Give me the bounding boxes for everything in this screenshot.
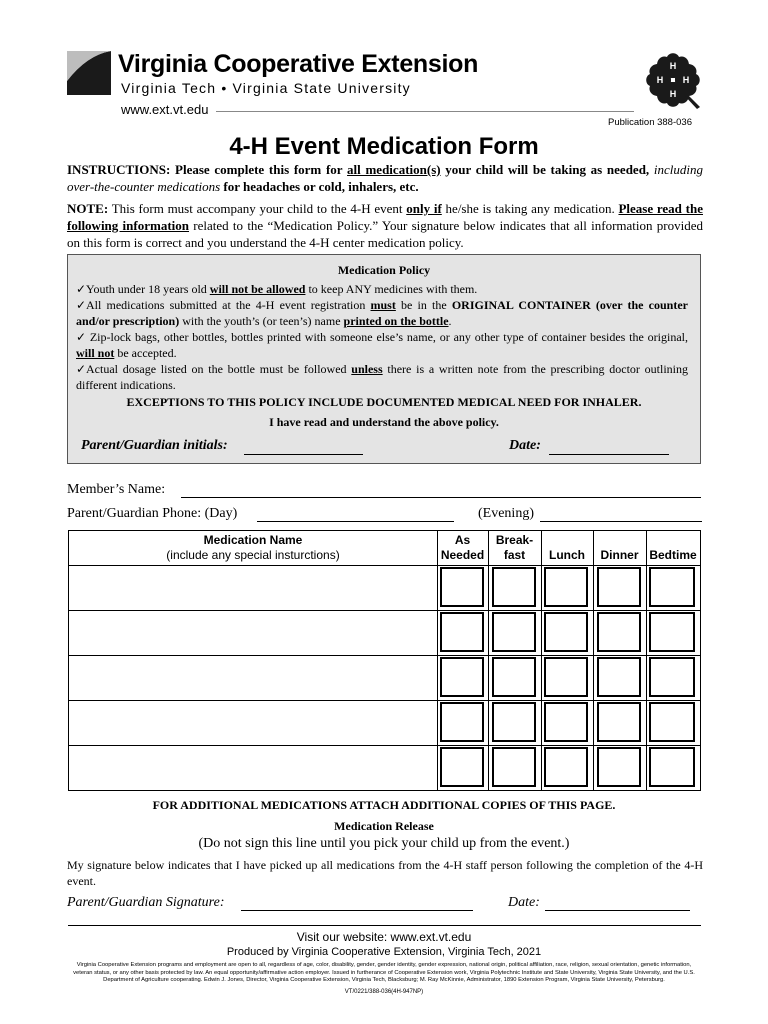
policy-acknowledgement: I have read and understand the above policy.: [269, 415, 499, 429]
checkbox-dinner[interactable]: [597, 657, 641, 697]
svg-text:H: H: [669, 89, 677, 99]
checkbox-dinner[interactable]: [597, 567, 641, 607]
instructions-text-1: Please complete this form for: [170, 162, 348, 177]
medication-name-cell[interactable]: [71, 702, 435, 744]
instructions-underline: all medication(s): [347, 162, 441, 177]
checkbox-as-needed[interactable]: [440, 612, 484, 652]
instructions-italic: including over-the-counter medications: [67, 162, 703, 194]
note-label: NOTE:: [67, 201, 109, 216]
checkbox-dinner[interactable]: [597, 747, 641, 787]
phone-evening-field[interactable]: [540, 521, 702, 522]
checkbox-as-needed[interactable]: [440, 567, 484, 607]
checkbox-breakfast[interactable]: [492, 567, 536, 607]
medication-table: [68, 530, 701, 791]
medication-policy-box: [67, 254, 701, 464]
signature-field[interactable]: [241, 910, 473, 911]
checkbox-as-needed[interactable]: [440, 702, 484, 742]
initials-field[interactable]: [244, 454, 363, 455]
svg-text:H: H: [682, 75, 690, 85]
signature-date-field[interactable]: [545, 910, 690, 911]
instructions-text-3: for headaches or cold, inhalers, etc.: [220, 179, 419, 194]
checkbox-bedtime[interactable]: [649, 567, 695, 607]
checkbox-dinner[interactable]: [597, 702, 641, 742]
note-underline-1: only if: [406, 201, 442, 216]
policy-item-3: ✓ Zip-lock bags, other bottles, bottles printed with someone else’s name, or any other type of container besides the original, will not be accepted.: [76, 330, 688, 360]
checkbox-lunch[interactable]: [544, 567, 588, 607]
col-header-dinner: Dinner: [600, 548, 639, 562]
col-header-as-needed: As Needed: [440, 533, 485, 562]
instructions-label: INSTRUCTIONS:: [67, 162, 171, 177]
footer-legal: Virginia Cooperative Extension programs and employment are open to all, regardless of age, color, disability, gender, gender identity, gender expression, national origin, political affiliation, race, religion, sexual orientation, genetic information, veteran status, or any other basis protected by law. An equal opportunity/affirmative action employer. Issued in furtherance of Cooperative Extension work, Virginia Polytechnic Institute and State University, Virginia State University, and the U.S. Department of Agriculture cooperating. Edwin J. Jones, Director, Virginia Cooperative Extension, Virginia Tech, Blacksburg; M. Ray McKinnie, Administrator, 1890 Extension Program, Virginia State University, Petersburg.: [73, 962, 695, 983]
header-rule: [216, 111, 634, 112]
checkbox-lunch[interactable]: [544, 657, 588, 697]
col-header-breakfast: Break- fast: [495, 533, 534, 562]
checkmark-icon: ✓: [76, 298, 87, 312]
col-header-medication-sub: (include any special insturctions): [166, 548, 340, 562]
checkmark-icon: ✓: [76, 282, 87, 296]
policy-item-4: ✓Actual dosage listed on the bottle must be followed unless there is a written note from the prescribing doctor outlining different indications.: [76, 362, 688, 392]
medication-name-cell[interactable]: [71, 567, 435, 609]
signature-date-label: Date:: [508, 895, 540, 910]
medication-name-cell[interactable]: [71, 747, 435, 789]
footer-rule: [68, 925, 701, 926]
policy-item-2: ✓All medications submitted at the 4-H event registration must be in the ORIGINAL CONTAINER (over the counter and/or prescription) with the youth’s (or teen’s) name printed on the bottle.: [76, 298, 688, 328]
checkmark-icon: ✓: [76, 362, 87, 376]
checkbox-lunch[interactable]: [544, 747, 588, 787]
release-title: Medication Release: [334, 819, 434, 833]
instructions-text-2: your child will be taking as needed,: [440, 162, 654, 177]
policy-date-label: Date:: [509, 438, 541, 453]
checkbox-bedtime[interactable]: [649, 657, 695, 697]
svg-text:H: H: [656, 75, 664, 85]
pickup-statement: My signature below indicates that I have picked up all medications from the 4-H staff person following the completion of the 4-H event.: [67, 858, 703, 888]
checkbox-as-needed[interactable]: [440, 747, 484, 787]
checkbox-bedtime[interactable]: [649, 747, 695, 787]
checkbox-as-needed[interactable]: [440, 657, 484, 697]
initials-label: Parent/Guardian initials:: [81, 438, 228, 453]
col-header-medication-name: Medication Name (include any special insturctions): [69, 533, 437, 563]
note-text-1: This form must accompany your child to the 4-H event: [108, 201, 407, 216]
footer-code: VT/0221/388-036(4H-947NP): [344, 989, 424, 995]
checkbox-breakfast[interactable]: [492, 612, 536, 652]
publication-number: Publication 388-036: [608, 117, 692, 128]
checkbox-breakfast[interactable]: [492, 747, 536, 787]
checkbox-dinner[interactable]: [597, 612, 641, 652]
medication-name-cell[interactable]: [71, 657, 435, 699]
col-header-lunch: Lunch: [549, 548, 585, 562]
phone-day-field[interactable]: [257, 521, 454, 522]
additional-copies-note: FOR ADDITIONAL MEDICATIONS ATTACH ADDITIONAL COPIES OF THIS PAGE.: [152, 798, 616, 812]
page-title: 4-H Event Medication Form: [229, 133, 539, 160]
checkmark-icon: ✓: [76, 330, 87, 344]
footer-produced: Produced by Virginia Cooperative Extension, Virginia Tech, 2021: [226, 946, 542, 958]
do-not-sign-note: (Do not sign this line until you pick your child up from the event.): [198, 836, 570, 851]
medication-name-cell[interactable]: [71, 612, 435, 654]
4h-clover-icon: [640, 47, 706, 113]
checkbox-lunch[interactable]: [544, 612, 588, 652]
checkbox-breakfast[interactable]: [492, 702, 536, 742]
checkbox-lunch[interactable]: [544, 702, 588, 742]
member-name-label: Member’s Name:: [67, 482, 166, 497]
member-name-field[interactable]: [181, 497, 701, 498]
note-paragraph: [67, 200, 703, 251]
checkbox-breakfast[interactable]: [492, 657, 536, 697]
policy-date-field[interactable]: [549, 454, 669, 455]
svg-text:H: H: [669, 61, 677, 71]
note-text-3: related to the “Medication Policy.” Your signature below indicates that all information provided on this form is correct and you understand the 4-H center medication policy.: [67, 218, 703, 250]
checkbox-bedtime[interactable]: [649, 702, 695, 742]
org-universities: Virginia Tech • Virginia State University: [121, 80, 411, 96]
header-url: www.ext.vt.edu: [121, 102, 209, 117]
phone-evening-label: (Evening): [478, 506, 534, 521]
phone-day-label: Parent/Guardian Phone: (Day): [67, 506, 238, 521]
note-underline-2: Please read the following information: [67, 201, 703, 233]
checkbox-bedtime[interactable]: [649, 612, 695, 652]
note-text-2: he/she is taking any medication.: [441, 201, 619, 216]
col-header-bedtime: Bedtime: [649, 548, 697, 562]
signature-label: Parent/Guardian Signature:: [67, 895, 225, 910]
footer-visit: Visit our website: www.ext.vt.edu: [296, 930, 472, 944]
instructions-paragraph: [67, 161, 703, 195]
org-name: Virginia Cooperative Extension: [118, 50, 479, 78]
policy-title: Medication Policy: [337, 263, 431, 277]
vce-logo-mark-icon: [67, 51, 111, 95]
policy-item-1: ✓Youth under 18 years old will not be allowed to keep ANY medicines with them.: [76, 282, 478, 296]
policy-exceptions: EXCEPTIONS TO THIS POLICY INCLUDE DOCUMENTED MEDICAL NEED FOR INHALER.: [126, 395, 642, 409]
